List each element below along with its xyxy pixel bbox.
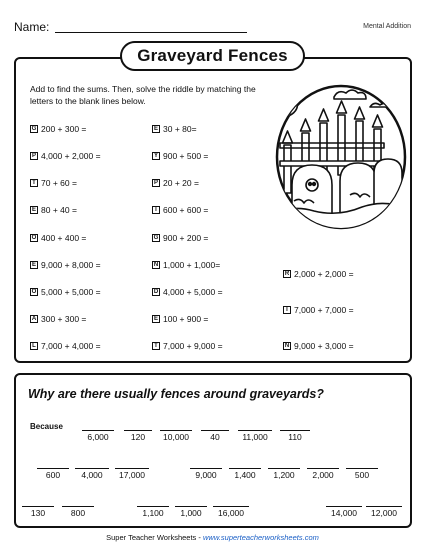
graveyard-illustration (274, 83, 408, 231)
answer-blank[interactable] (62, 506, 94, 507)
letter-box: A (31, 316, 37, 322)
answer-value: 110 (288, 432, 302, 442)
problem-9 (30, 341, 101, 351)
letter-box: R (284, 271, 290, 277)
letter-box: T (152, 342, 160, 350)
problem-7 (30, 287, 101, 297)
problem-15 (152, 260, 220, 270)
problem-text: 2,000 + 2,000 = (294, 269, 354, 279)
problem-14 (152, 233, 208, 243)
letter-box: E (31, 262, 36, 268)
answer-value: 1,200 (273, 470, 295, 480)
answer-value: 1,100 (142, 508, 164, 518)
letter-box: N (284, 343, 290, 349)
problem-3 (30, 178, 77, 188)
answer-blank[interactable] (268, 468, 300, 469)
answer-blank[interactable] (280, 430, 310, 431)
footer (0, 533, 425, 542)
because-label: Because (30, 422, 63, 431)
problem-text: 7,000 + 4,000 = (41, 341, 101, 351)
answer-value: 1,400 (234, 470, 256, 480)
letter-box: G (31, 126, 37, 132)
answer-value: 9,000 (195, 470, 217, 480)
answer-value: 16,000 (218, 508, 244, 518)
problem-text: 4,000 + 5,000 = (163, 287, 223, 297)
problem-12 (152, 178, 199, 188)
problem-text: 80 + 40 = (41, 205, 77, 215)
problem-text: 7,000 + 7,000 = (294, 305, 354, 315)
letter-box: P (31, 153, 36, 159)
name-line[interactable] (55, 32, 247, 33)
letter-box: N (153, 262, 159, 268)
answer-value: 12,000 (371, 508, 397, 518)
answer-value: 130 (30, 508, 46, 518)
answer-blank[interactable] (124, 430, 152, 431)
problem-text: 300 + 300 = (41, 314, 87, 324)
problem-text: 9,000 + 8,000 = (41, 260, 101, 270)
footer-url-link[interactable]: www.superteacherworksheets.com (202, 533, 319, 542)
answer-value: 800 (70, 508, 86, 518)
instructions: Add to find the sums. Then, solve the riddle by matching the letters to the blank lines below. (30, 84, 256, 106)
problem-text: 20 + 20 = (163, 178, 199, 188)
answer-value: 600 (45, 470, 61, 480)
answer-blank[interactable] (37, 468, 69, 469)
problem-17 (152, 314, 208, 324)
letter-box: Y (153, 153, 158, 159)
problem-11 (152, 151, 208, 161)
answer-blank[interactable] (175, 506, 207, 507)
answer-value: 1,000 (180, 508, 202, 518)
letter-box: I (152, 206, 160, 214)
answer-value: 2,000 (312, 470, 334, 480)
problem-18 (152, 341, 223, 351)
answer-value: 6,000 (87, 432, 109, 442)
problem-text: 70 + 60 = (41, 178, 77, 188)
answer-value: 11,000 (242, 432, 268, 442)
answer-blank[interactable] (115, 468, 149, 469)
problem-19 (283, 269, 354, 279)
answer-blank[interactable] (82, 430, 114, 431)
topic-label: Mental Addition (363, 23, 411, 30)
letter-box: L (30, 342, 38, 350)
letter-box: I (283, 306, 291, 314)
answer-value: 120 (130, 432, 146, 442)
answer-blank[interactable] (160, 430, 192, 431)
problem-text: 4,000 + 2,000 = (41, 151, 101, 161)
problem-text: 900 + 500 = (163, 151, 209, 161)
letter-box: O (31, 235, 37, 241)
problem-text: 600 + 600 = (163, 205, 209, 215)
header-row (14, 20, 411, 36)
problem-13 (152, 205, 208, 215)
answer-blank[interactable] (326, 506, 362, 507)
problem-text: 400 + 400 = (41, 233, 87, 243)
problem-text: 200 + 300 = (41, 124, 87, 134)
answer-blank[interactable] (238, 430, 272, 431)
answer-value: 10,000 (163, 432, 189, 442)
problem-16 (152, 287, 223, 297)
problem-text: 5,000 + 5,000 = (41, 287, 101, 297)
answer-blank[interactable] (75, 468, 109, 469)
answer-blank[interactable] (307, 468, 339, 469)
answer-blank[interactable] (137, 506, 169, 507)
problem-text: 7,000 + 9,000 = (163, 341, 223, 351)
problem-2 (30, 151, 101, 161)
letter-box: P (153, 180, 158, 186)
problem-text: 900 + 200 = (163, 233, 209, 243)
answer-blank[interactable] (366, 506, 402, 507)
letter-box: T (30, 179, 38, 187)
letter-box: E (153, 126, 158, 132)
footer-separator: - (196, 533, 203, 542)
letter-box: D (153, 289, 159, 295)
letter-box: G (153, 235, 159, 241)
problem-21 (283, 341, 354, 351)
problem-8 (30, 314, 86, 324)
answer-value: 14,000 (331, 508, 357, 518)
problem-text: 1,000 + 1,000= (163, 260, 221, 270)
name-label: Name: (14, 20, 50, 34)
answer-blank[interactable] (201, 430, 229, 431)
answer-value: 17,000 (119, 470, 145, 480)
problem-text: 9,000 + 3,000 = (294, 341, 354, 351)
answer-blank[interactable] (190, 468, 222, 469)
problem-text: 30 + 80= (163, 124, 197, 134)
problem-5 (30, 233, 86, 243)
answer-value: 40 (210, 432, 220, 442)
problem-4 (30, 205, 77, 215)
letter-box: O (31, 289, 37, 295)
riddle-question: Why are there usually fences around graveyards? (28, 387, 324, 401)
answer-value: 500 (354, 470, 370, 480)
answer-blank[interactable] (213, 506, 249, 507)
problem-text: 100 + 900 = (163, 314, 209, 324)
answer-blank[interactable] (229, 468, 261, 469)
problem-6 (30, 260, 101, 270)
problem-1 (30, 124, 86, 134)
problem-20 (283, 305, 354, 315)
answer-blank[interactable] (346, 468, 378, 469)
letter-box: E (153, 316, 158, 322)
answer-value: 4,000 (81, 470, 103, 480)
letter-box: E (31, 207, 36, 213)
footer-brand: Super Teacher Worksheets (106, 533, 197, 542)
problem-10 (152, 124, 197, 134)
worksheet-title: Graveyard Fences (120, 41, 305, 71)
answer-blank[interactable] (22, 506, 54, 507)
